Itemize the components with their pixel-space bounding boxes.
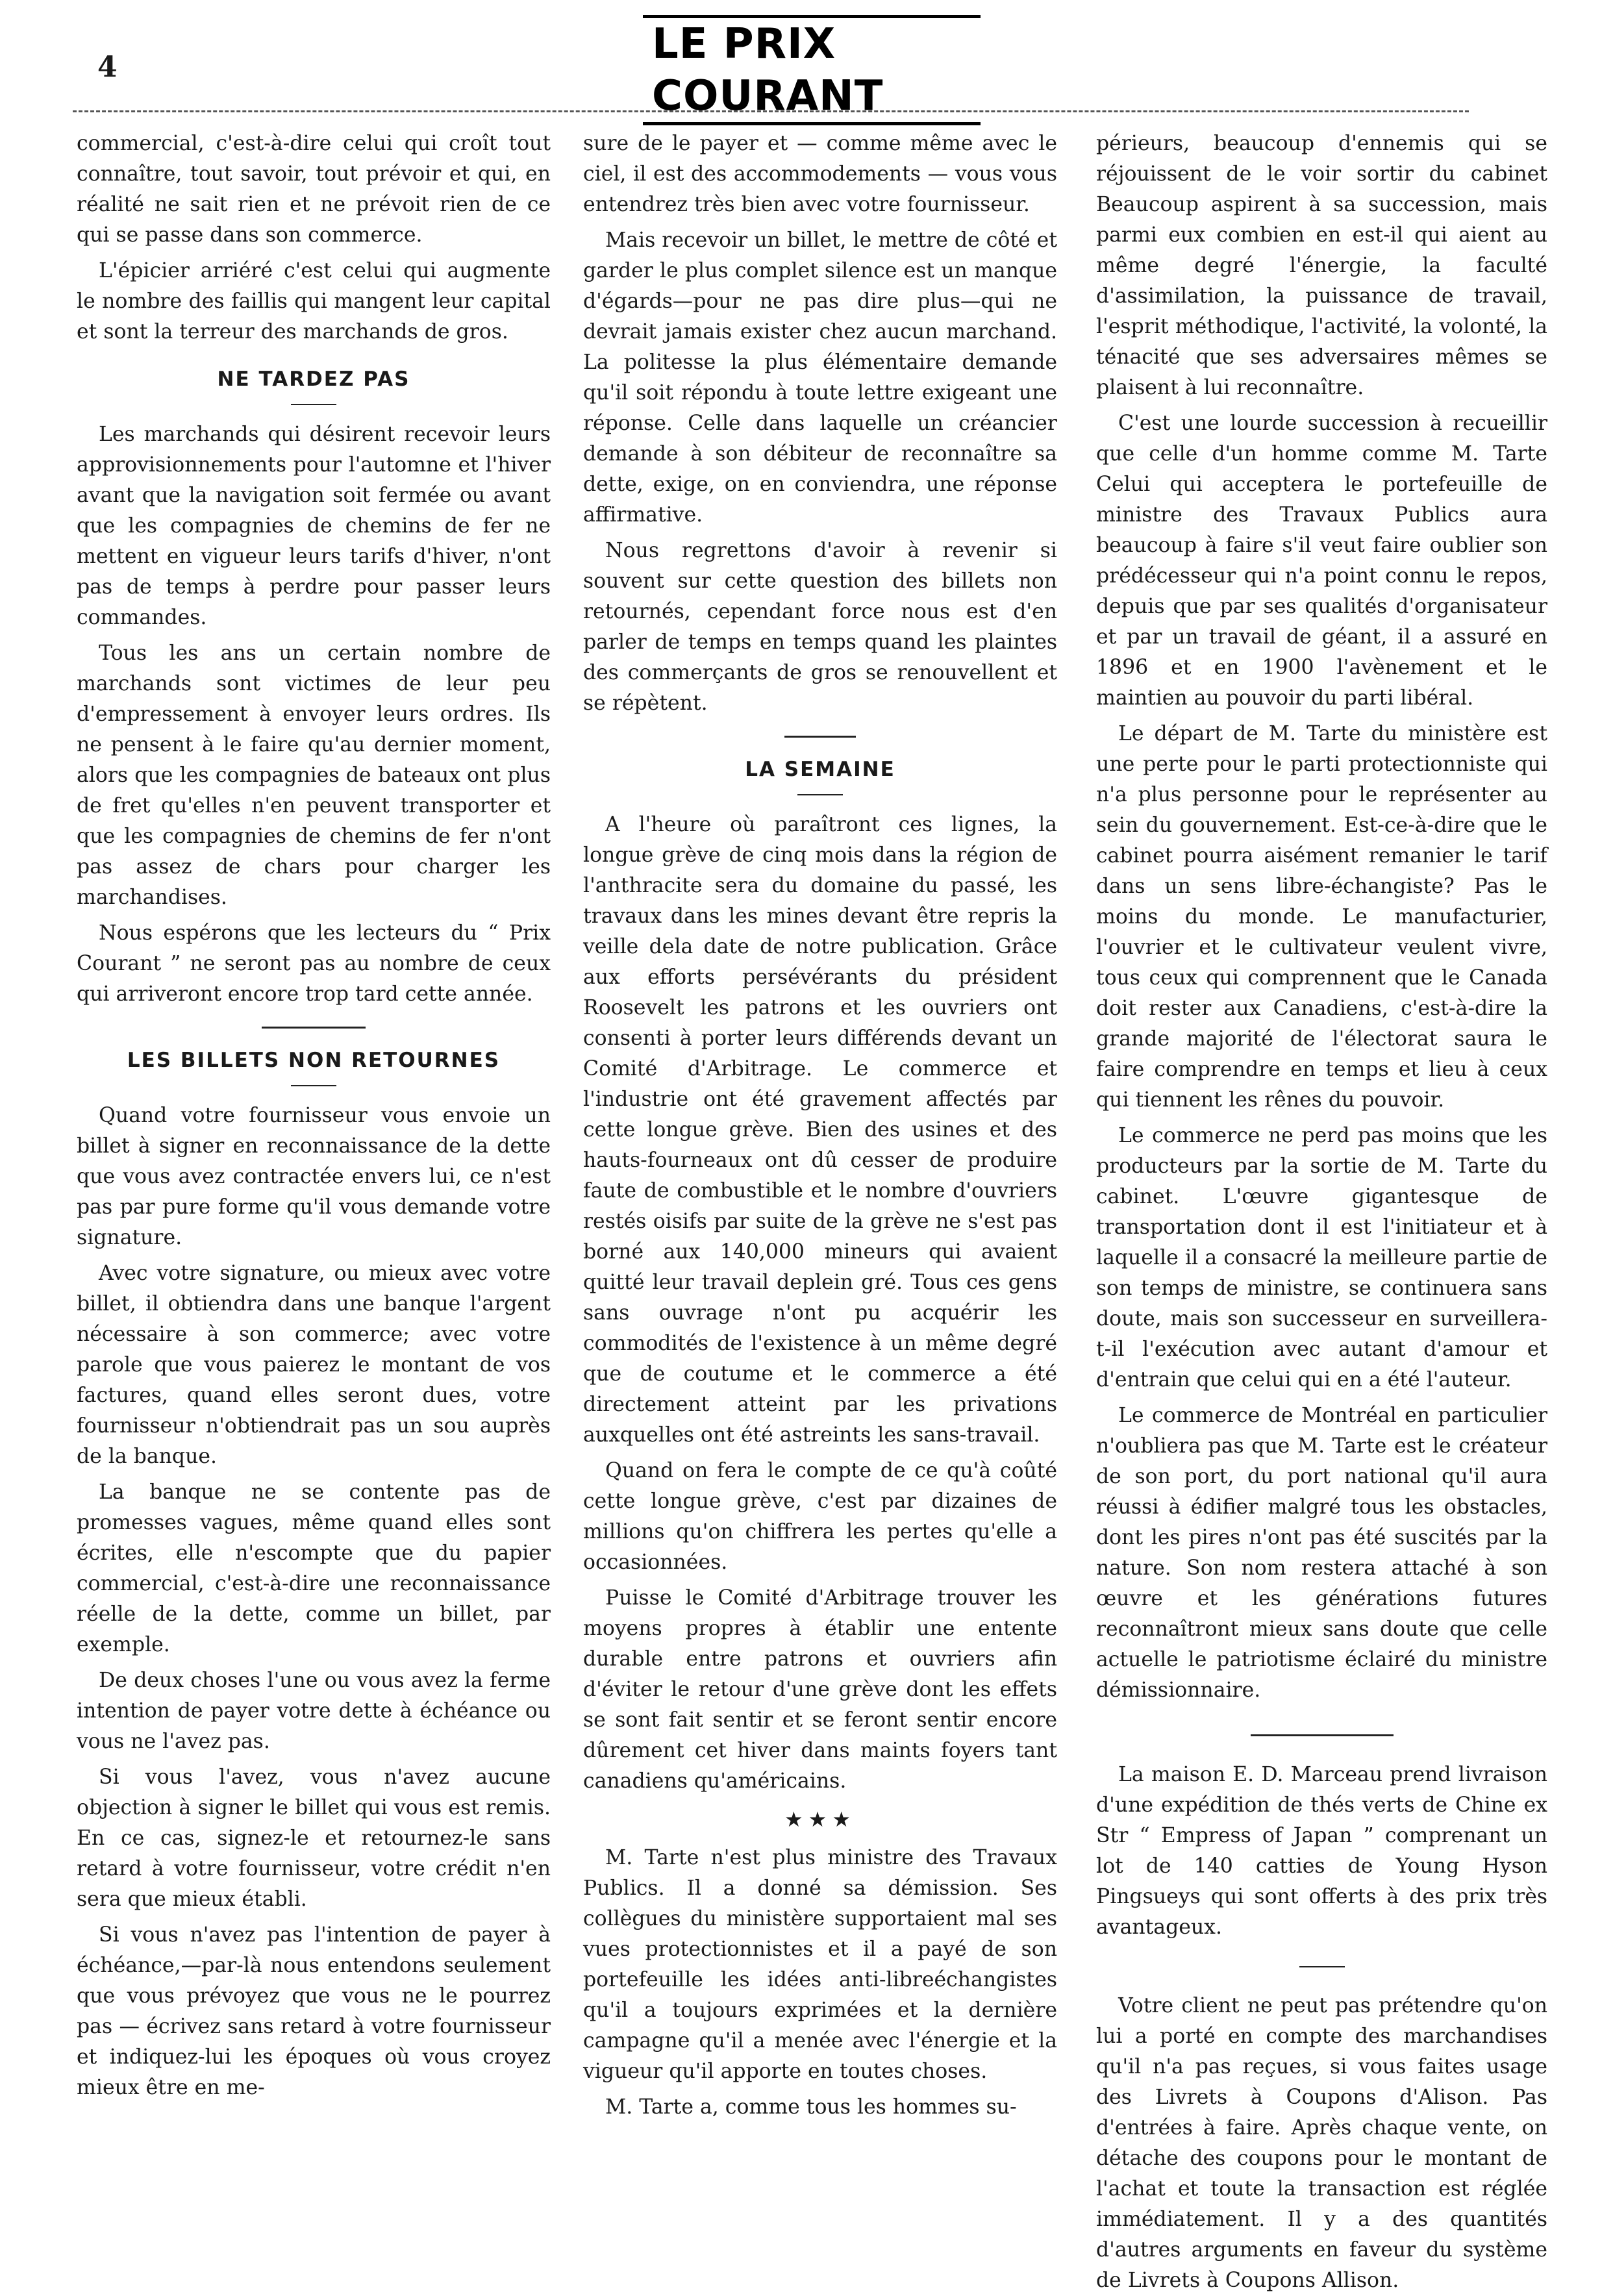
short-rule [797,794,843,795]
paragraph: commercial, c'est-à-dire celui qui croît tout connaître, tout savoir, tout prévoir et qui, en réalité ne sait rien et ne prévoit rien de ce qui se passe dans son commerce. [77,132,551,247]
paragraph: Si vous n'avez pas l'intention de payer à échéance,—par-là nous entendons seulement que vous prévoyez que vous ne le pourrez pas — écrivez sans retard à votre fournisseur et indiquez-lui les époques où vous croyez mieux être en me- [77,1923,551,2099]
paragraph: La maison E. D. Marceau prend livraison d'une expédition de thés verts de Chine ex Str “ Empress of Japan ” comprenant un lot de 140 catties de Young Hyson Pingsueys qui sont offerts à des prix très avantageux. [1096,1763,1547,1939]
section-separator [784,736,856,738]
paragraph: Tous les ans un certain nombre de marchands sont victimes de leur peu d'empressement à envoyer leurs ordres. Ils ne pensent à le faire qu'au dernier moment, alors que les compagnies de bateaux ont plus de fret qu'elles n'en peuvent transporter et que les compagnies de chemins de fer n'ont pas assez de chars pour charger les marchandises. [77,642,551,909]
column-3 [1096,129,1547,2296]
paragraph: Nous espérons que les lecteurs du “ Prix Courant ” ne seront pas au nombre de ceux qui arriveront encore trop tard cette année. [77,921,551,1006]
paragraph: M. Tarte n'est plus ministre des Travaux Publics. Il a donné sa démission. Ses collègues du ministère supportaient mal ses vues protectionnistes et il a payé de son portefeuille les idées anti-libreéchangistes qu'il a toujours exprimées et la dernière campagne qu'il a menée avec l'énergie et la vigueur qu'il apporte en toutes choses. [583,1846,1057,2083]
paragraph: Quand votre fournisseur vous envoie un billet à signer en reconnaissance de la dette que vous avez contractée envers lui, ce n'est pas par pure forme qu'il vous demande votre signature. [77,1104,551,1249]
paragraph: La banque ne se contente pas de promesses vagues, même quand elles sont écrites, elle n'escompte que du papier commercial, c'est-à-dire une reconnaissance réelle de la dette, comme un billet, par exemple. [77,1480,551,1656]
paragraph: sure de le payer et — comme même avec le ciel, il est des accommodements — vous vous entendrez très bien avec votre fournisseur. [583,132,1057,216]
short-rule [1299,1966,1345,1967]
paragraph: périeurs, beaucoup d'ennemis qui se réjouissent de le voir sortir du cabinet Beaucoup aspirent à sa succession, mais parmi eux combien en est-il qui aient au même degré l'énergie, la faculté d'assimilation, la puissance de travail, l'esprit méthodique, l'activité, la volonté, la ténacité que ses adversaires mêmes se plaisent à lui reconnaître. [1096,132,1547,399]
paragraph: Le commerce de Montréal en particulier n'oubliera pas que M. Tarte est le créateur de son port, du port national qu'il aura réussi à édifier malgré tous les obstacles, dont les pires n'ont pas été suscités par la nature. Son nom restera attaché à son œuvre et les générations futures reconnaîtront mieux sans doute que celle actuelle le patriotisme éclairé du ministre démissionnaire. [1096,1404,1547,1702]
asterism-stars: ★★★ [784,1807,857,1832]
section-separator [262,1027,366,1029]
paragraph: L'épicier arriéré c'est celui qui augmente le nombre des faillis qui mangent leur capital et sont la terreur des marchands de gros. [77,259,551,343]
header-rule [73,110,1469,112]
paragraph: De deux choses l'une ou vous avez la ferme intention de payer votre dette à échéance ou vous ne l'avez pas. [77,1669,551,1753]
paragraph: Votre client ne peut pas prétendre qu'on lui a porté en compte des marchandises qu'il n'a pas reçues, si vous faites usage des Livrets à Coupons d'Alison. Pas d'entrées à faire. Après chaque vente, on détache des coupons pour le montant de l'achat et toute la transaction est réglée immédiatement. Il y a des quantités d'autres arguments en faveur du système de Livrets à Coupons Allison. [1096,1994,1547,2292]
short-rule [291,1085,336,1086]
heading-ne-tardez-pas: NE TARDEZ PAS [217,368,410,391]
paragraph: Mais recevoir un billet, le mettre de côté et garder le plus complet silence est un manque d'égards—pour ne pas dire plus—qui ne devrait jamais exister chez aucun marchand. La politesse la plus élémentaire demande qu'il soit répondu à toute lettre exigeant une réponse. Celle dans laquelle un créancier demande à son débiteur de reconnaître sa dette, exige, on en conviendra, une réponse affirmative. [583,229,1057,527]
paragraph: A l'heure où paraîtront ces lignes, la longue grève de cinq mois dans la région de l'anthracite sera du domaine du passé, les travaux dans les mines devant être repris la veille dela date de notre publication. Grâce aux efforts persévérants du président Roosevelt les patrons et les ouvriers ont consenti à porter leurs différends devant un Comité d'Arbitrage. Le commerce et l'industrie ont été gravement affectés par cette longue grève. Bien des usines et des hauts-fourneaux ont dû cesser de produire faute de combustible et le nombre d'ouvriers restés oisifs par suite de la grève ne s'est pas borné aux 140,000 mineurs qui avaient quitté leur travail deplein gré. Tous ces gens sans ouvrage n'ont pu acquérir les commodités de l'existence à un même degré que de coutume et le commerce a été directement atteint par les privations auxquelles ont été astreints les sans-travail. [583,813,1057,1447]
masthead [643,20,981,120]
paragraph: Le départ de M. Tarte du ministère est une perte pour le parti protectionniste qui n'a plus personne pour le représenter au sein du gouvernement. Est-ce-à-dire que le cabinet pourra aisément remanier le tarif dans un sens libre-échangiste? Pas le moins du monde. Le manufacturier, l'ouvrier et le cultivateur veulent vivre, tous ceux qui comprennent que le Canada doit rester aux Canadiens, c'est-à-dire la grande majorité de l'électorat saura le faire comprendre en temps et lieu à ceux qui tiennent les rênes du pouvoir. [1096,722,1547,1112]
paragraph: C'est une lourde succession à recueillir que celle d'un homme comme M. Tarte Celui qui acceptera le portefeuille de ministre des Travaux Publics aura beaucoup à faire s'il veut faire oublier son prédécesseur qui n'a point connu le repos, depuis que par ses qualités d'organisateur et par un travail de géant, il a assuré en 1896 et en 1900 l'avènement et le maintien au pouvoir du parti libéral. [1096,412,1547,710]
paragraph: Le commerce ne perd pas moins que les producteurs par la sortie de M. Tarte du cabinet. L'œuvre gigantesque de transportation dont il est l'initiateur et à laquelle il a consacré la meilleure partie de son temps de ministre, se continuera sans doute, mais son successeur en surveillera-t-il l'exécution avec autant d'amour et d'entrain que celui qui en a été l'auteur. [1096,1124,1547,1391]
heading-la-semaine: LA SEMAINE [745,758,895,781]
paragraph: Avec votre signature, ou mieux avec votre billet, il obtiendra dans une banque l'argent nécessaire à son commerce; avec votre parole que vous paierez le montant de vos factures, quand elles seront dues, votre fournisseur n'obtiendrait pas un sou auprès de la banque. [77,1262,551,1468]
paragraph: M. Tarte a, comme tous les hommes su- [605,2095,1017,2119]
page-number: 4 [97,51,118,84]
paragraph: Les marchands qui désirent recevoir leurs approvisionnements pour l'automne et l'hiver avant que la navigation soit fermée ou avant que les compagnies de chemins de fer ne mettent en vigueur leurs tarifs d'hiver, n'ont pas de temps à perdre pour passer leurs commandes. [77,423,551,629]
section-separator [1251,1734,1394,1736]
paragraph: Puisse le Comité d'Arbitrage trouver les moyens propres à établir une entente durable entre patrons et ouvriers afin d'éviter le retour d'une grève dont les effets se sont fait sentir et se feront sentir encore dûrement cet hiver dans maints foyers tant canadiens qu'américains. [583,1586,1057,1793]
paragraph: Si vous l'avez, vous n'avez aucune objection à signer le billet qui vous est remis. En ce cas, signez-le et retournez-le sans retard à votre fournisseur, votre crédit n'en sera que mieux établi. [77,1766,551,1911]
column-2 [583,129,1057,2123]
paragraph: Nous regrettons d'avoir à revenir si souvent sur cette question des billets non retournés, cependant force nous est d'en parler de temps en temps quand les plaintes des commerçants de gros se renouvellent et se répètent. [583,539,1057,715]
column-1 [77,129,551,2103]
short-rule [291,404,336,405]
masthead-title: LE PRIX COURANT [643,15,981,125]
paragraph: Quand on fera le compte de ce qu'à coûté cette longue grève, c'est par dizaines de millions qu'on chiffrera les pertes qu'elle a occasionnées. [583,1459,1057,1574]
heading-billets-non-retournes: LES BILLETS NON RETOURNES [127,1049,501,1072]
